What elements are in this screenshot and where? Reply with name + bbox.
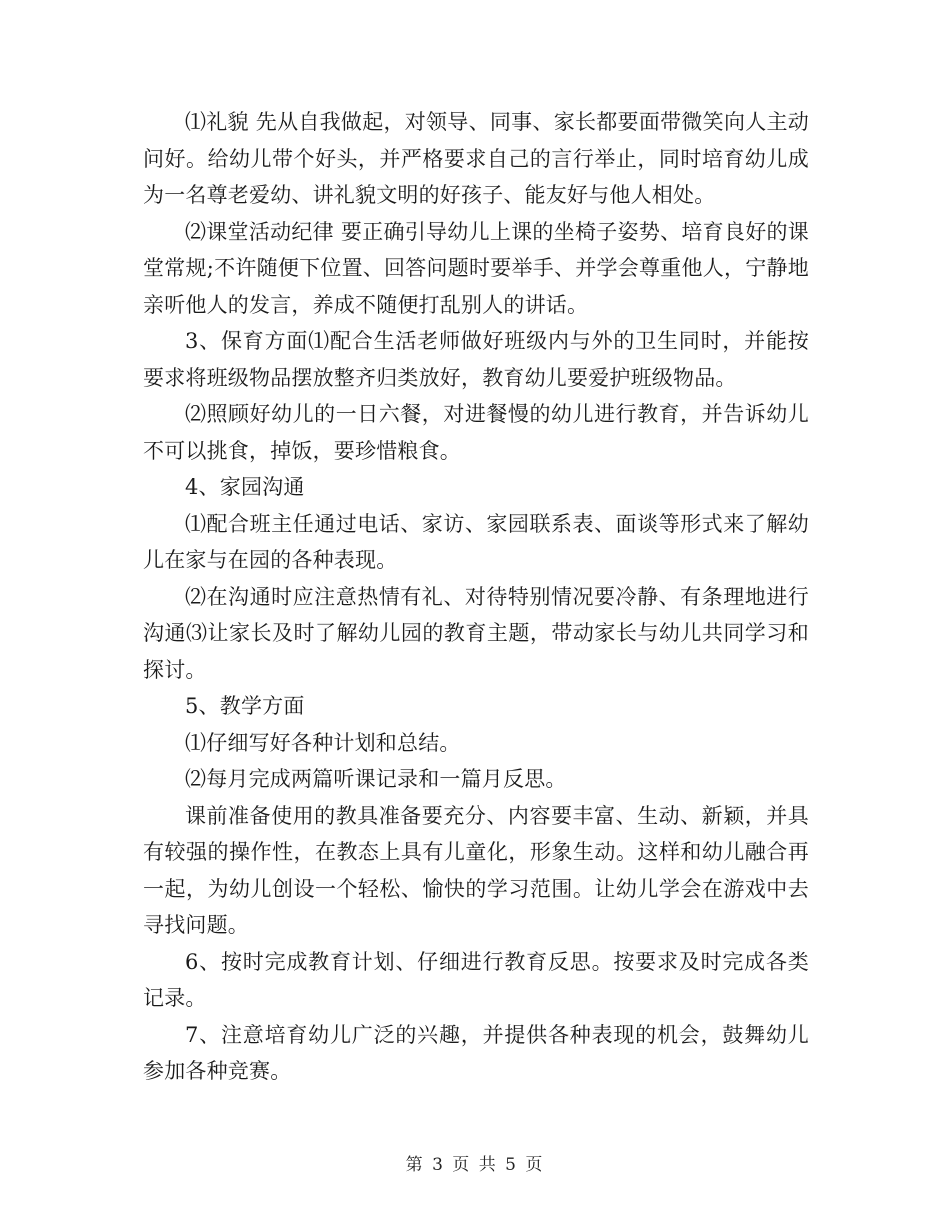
- paragraph-3: 3、保育方面⑴配合生活老师做好班级内与外的卫生同时，并能按要求将班级物品摆放整齐归类放好，教育幼儿要爱护班级物品。: [143, 329, 809, 390]
- paragraph-10: ⑵每月完成两篇听课记录和一篇月反思。: [185, 767, 567, 791]
- paragraph-1: ⑴礼貌 先从自我做起，对领导、同事、家长都要面带微笑向人主动问好。给幼儿带个好头，并严格要求自己的言行举止，同时培育幼儿成为一名尊老爱幼、讲礼貌文明的好孩子、能友好与他人相处。: [143, 110, 809, 207]
- paragraph-12: 6、按时完成教育计划、仔细进行教育反思。按要求及时完成各类记录。: [143, 949, 809, 1010]
- document-body: [143, 104, 809, 1090]
- paragraph-7: ⑵在沟通时应注意热情有礼、对待特别情况要冷静、有条理地进行沟通⑶让家长及时了解幼儿园的教育主题，带动家长与幼儿共同学习和探讨。: [143, 584, 809, 682]
- section-heading-home-school: 4、家园沟通: [185, 475, 305, 499]
- paragraph-6: ⑴配合班主任通过电话、家访、家园联系表、面谈等形式来了解幼儿在家与在园的各种表现。: [143, 511, 809, 572]
- paragraph-4: ⑵照顾好幼儿的一日六餐，对进餐慢的幼儿进行教育，并告诉幼儿不可以挑食，掉饭，要珍惜粮食。: [143, 402, 809, 463]
- paragraph-13: 7、注意培育幼儿广泛的兴趣，并提供各种表现的机会，鼓舞幼儿参加各种竞赛。: [143, 1022, 809, 1083]
- paragraph-11: 课前准备使用的教具准备要充分、内容要丰富、生动、新颖，并具有较强的操作性，在教态上具有儿童化，形象生动。这样和幼儿融合再一起，为幼儿创设一个轻松、愉快的学习范围。让幼儿学会在游戏中去寻找问题。: [143, 803, 809, 937]
- paragraph-2: ⑵课堂活动纪律 要正确引导幼儿上课的坐椅子姿势、培育良好的课堂常规;不许随便下位置、回答问题时要举手、并学会尊重他人，宁静地亲听他人的发言，养成不随便打乱别人的讲话。: [143, 219, 809, 317]
- section-heading-teaching: 5、教学方面: [185, 694, 305, 718]
- paragraph-9: ⑴仔细写好各种计划和总结。: [185, 730, 461, 755]
- page-number-footer: 第 3 页 共 5 页: [405, 1155, 545, 1175]
